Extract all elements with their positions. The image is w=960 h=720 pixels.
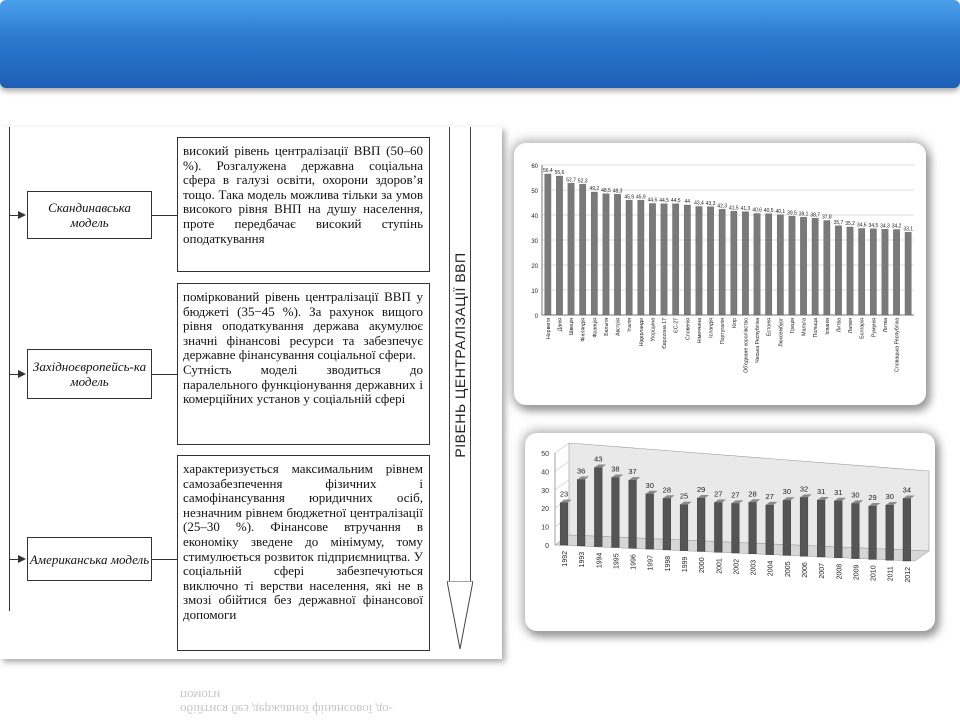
category-label: Фінляндія [580, 318, 587, 342]
category-label: Кіпр [731, 318, 738, 328]
bar [870, 229, 876, 315]
bar-value-label: 30 [885, 492, 894, 501]
bar [766, 505, 774, 555]
category-label: Португалія [720, 318, 727, 345]
y-tick-label: 30 [541, 487, 549, 495]
connector-line [152, 559, 177, 560]
y-tick-label: 30 [531, 239, 538, 245]
bar [882, 229, 888, 315]
category-label: Нідерланди [638, 318, 645, 347]
bar [638, 200, 644, 315]
y-tick-label: 60 [531, 164, 538, 170]
category-label: 2004 [767, 560, 775, 577]
model-box-scandinavian [27, 191, 152, 239]
model-box-western-european [27, 349, 152, 399]
y-tick-label: 50 [541, 451, 549, 458]
bar-value-label: 41,3 [740, 205, 751, 212]
bar [684, 205, 690, 315]
category-label: 2009 [853, 564, 861, 581]
category-label: Люксембург [778, 318, 785, 347]
y-tick-label: 20 [531, 264, 538, 270]
category-label: Латвія [848, 318, 855, 334]
bar-value-label: 43,3 [705, 200, 716, 207]
bar [719, 209, 725, 315]
y-tick-label: 0 [545, 543, 549, 550]
bar [591, 192, 597, 315]
description-text: характеризується максимальним рівнем самозабезпечення фізичних і самофінансування юридичних осіб, незначним рівнем бюджетної централізації (25–30 %). Фінансове втручання в економіку зведене до мінімуму, тому стимулюється розвиток підприємництва. У соціальній сфері забезпечуються виключно ті верстви населення, які не в змозі обійтися без державної фінансової допомоги [183, 461, 423, 622]
bar [869, 506, 877, 559]
bar [697, 498, 705, 551]
bar [672, 204, 678, 315]
category-label: 2005 [784, 561, 792, 577]
category-label: 2002 [733, 559, 741, 575]
category-label: Об'єднане королівство [743, 318, 750, 373]
y-tick-label: 20 [541, 506, 549, 514]
bar [560, 503, 568, 545]
y-tick-label: 40 [541, 469, 549, 477]
bar-value-label: 44,5 [670, 197, 681, 204]
bar-value-label: 29 [696, 485, 706, 495]
centralization-3d-bar-chart [525, 433, 935, 631]
figure-reflection [0, 660, 502, 720]
bar-value-label: 34,3 [880, 223, 890, 230]
bar [893, 230, 899, 316]
y-tick-label: 40 [531, 214, 538, 220]
bar-value-label: 35,7 [833, 219, 844, 226]
category-label: Словенія [685, 318, 692, 341]
bar-value-label: 37,8 [821, 214, 832, 221]
bar-value-label: 30 [782, 487, 792, 497]
bar [714, 503, 722, 553]
bar [765, 214, 771, 315]
bar [661, 204, 667, 315]
left-vertical-line [9, 127, 10, 611]
gridline [555, 443, 569, 453]
arrow-label: РІВЕНЬ ЦЕНТРАЛІЗАЦІЇ ВВП [452, 252, 468, 458]
category-label: Бельгія [603, 318, 610, 336]
bar-value-label: 32 [799, 484, 809, 494]
bar-value-label: 55,6 [554, 170, 565, 176]
bar-value-label: 43,4 [694, 200, 704, 207]
category-label: Литва [836, 318, 843, 333]
bar [603, 194, 609, 315]
bar [847, 227, 853, 315]
bar-value-label: 33,1 [903, 226, 914, 233]
bar-value-label: 44,6 [647, 197, 658, 204]
bar-value-label: 34 [902, 485, 912, 495]
centralization-trend-chart-panel [525, 433, 935, 631]
bar [629, 480, 637, 548]
bar-value-label: 27 [731, 490, 740, 500]
bar-value-label: 48,3 [612, 188, 623, 195]
bar [905, 232, 911, 315]
bar-value-label: 52,3 [577, 178, 588, 185]
gridline [555, 480, 569, 490]
bar-value-label: 42,3 [717, 203, 728, 210]
description-scandinavian [177, 137, 430, 272]
bar [663, 498, 671, 550]
bar [742, 212, 748, 315]
category-label: 1996 [630, 554, 638, 570]
category-label: 2006 [802, 562, 809, 578]
arrowhead [18, 555, 26, 563]
bar-value-label: 30 [851, 490, 860, 500]
bar-value-label: 29 [868, 493, 877, 503]
bar-value-label: 35,2 [845, 221, 855, 227]
category-label: Польща [813, 318, 820, 338]
bar [817, 500, 825, 557]
category-label: 2012 [904, 567, 912, 583]
bar [754, 214, 760, 316]
bar [749, 502, 757, 554]
bar [696, 207, 702, 316]
y-tick-label: 50 [531, 189, 538, 195]
y-tick-label: 10 [531, 289, 538, 295]
model-label: Західноєвропейсь-ка модель [32, 359, 147, 389]
bar-value-label: 36 [576, 466, 586, 476]
bar [789, 216, 795, 315]
bar [783, 500, 791, 555]
bar [824, 221, 830, 316]
category-label: 1993 [579, 551, 587, 568]
title-banner [0, 0, 960, 88]
bar-value-label: 31 [816, 486, 826, 496]
bar-value-label: 25 [679, 491, 689, 501]
category-label: Словацька Республіка [894, 318, 901, 373]
bar-value-label: 27 [765, 491, 774, 501]
bar-value-label: 38 [611, 464, 620, 474]
bar-value-label: 41,5 [728, 205, 739, 212]
category-label: Болгарія [859, 318, 866, 339]
bar-value-label: 23 [559, 489, 569, 499]
bar-value-label: 31 [834, 487, 843, 497]
category-label: Данія [557, 318, 564, 332]
category-label: Угорщина [650, 318, 657, 342]
arrowhead [18, 211, 26, 219]
category-label: 1992 [562, 551, 569, 567]
centralization-arrowhead [447, 581, 473, 651]
bar [777, 215, 783, 315]
bar-value-label: 52,7 [566, 177, 576, 184]
category-label: Німеччина [696, 318, 703, 344]
bar [556, 176, 562, 315]
category-label: Швеція [569, 318, 576, 336]
category-label: 2007 [819, 563, 827, 579]
description-text: високий рівень централізації ВВП (50–60 %). Розгалужена державна соціальна сфера в галузі освіти, охорони здоров’я тощо. Така модель можлива тільки за умов високого рівня ВНП на душу населення, проте передбачає високий ступінь оподаткування [183, 143, 423, 246]
category-label: Чеська Республіка [755, 318, 762, 363]
description-western-european [177, 283, 430, 445]
model-label: Американська модель [29, 551, 150, 567]
category-label: Ісландія [708, 318, 715, 338]
category-label: Греція [789, 318, 796, 334]
model-box-american [27, 537, 152, 581]
bar-value-label: 37 [628, 467, 637, 477]
bar-value-label: 28 [748, 489, 757, 499]
category-label: Євроzона 17 [662, 318, 669, 349]
category-label: Румунія [871, 318, 878, 338]
reflection-line: помоги [180, 688, 221, 703]
bar [732, 503, 740, 553]
category-label: ЄС-27 [673, 318, 680, 333]
tax-burden-bar-chart [514, 143, 926, 405]
category-label: 1999 [682, 556, 689, 573]
bar-value-label: 40,6 [752, 207, 762, 214]
category-label: 2008 [836, 563, 844, 580]
category-label: 2010 [870, 565, 878, 581]
category-label: Австрія [615, 318, 622, 336]
bar-value-label: 49,2 [589, 186, 600, 192]
bar-value-label: 40,1 [775, 208, 786, 215]
connector-line [152, 215, 177, 216]
gridline [555, 461, 569, 471]
bar [852, 503, 860, 558]
category-label: 2000 [699, 557, 707, 573]
bar [800, 497, 808, 556]
bar-value-label: 40,5 [763, 207, 774, 214]
category-label: 1997 [647, 555, 655, 571]
model-label: Скандинавська модель [48, 200, 131, 230]
bar [886, 505, 894, 560]
bar [812, 218, 818, 315]
bar-value-label: 56,4 [542, 168, 553, 174]
bar-value-label: 38,7 [810, 212, 821, 219]
bar-value-label: 34,6 [856, 222, 867, 229]
category-label: 2001 [716, 558, 724, 574]
category-label: Норвегія [545, 318, 552, 339]
bar [731, 211, 737, 315]
bar [835, 226, 841, 315]
category-label: Естонія [766, 318, 773, 337]
bar [680, 505, 688, 551]
bar-value-label: 39,5 [787, 210, 797, 217]
bar [626, 200, 632, 315]
bar-value-label: 27 [714, 489, 723, 499]
bar-value-label: 45,9 [635, 194, 646, 201]
bar [834, 501, 842, 558]
category-label: 1995 [613, 553, 621, 569]
bar [614, 194, 620, 315]
bar-value-label: 44,5 [659, 197, 669, 204]
tax-burden-chart-panel [514, 143, 926, 405]
description-text: поміркований рівень централізації ВВП у бюджеті (35−45 %). За рахунок вищого рівня оподаткування держава акумулює значні фінансові ресурси та забезпечує державне фінансування соціальної сфери. [183, 289, 423, 363]
bar-value-label: 44 [684, 199, 691, 205]
bar-value-label: 45,9 [624, 194, 635, 201]
bar-value-label: 39,1 [798, 211, 809, 218]
arrowhead [18, 370, 26, 378]
category-label: Мальта [801, 318, 808, 336]
category-label: Іспанія [824, 318, 831, 335]
bar-value-label: 30 [645, 480, 654, 490]
category-label: Франція [592, 318, 599, 338]
centralization-models-figure [0, 127, 502, 659]
bar [577, 480, 585, 546]
bar [800, 217, 806, 315]
bar [579, 184, 585, 315]
bar-value-label: 48,5 [601, 187, 611, 194]
y-tick-label: 10 [541, 524, 549, 532]
connector-line [152, 374, 177, 375]
bar [903, 498, 911, 561]
bar-value-label: 28 [662, 485, 672, 495]
description-american [177, 455, 430, 651]
bar-value-label: 43 [594, 454, 603, 464]
category-label: Італія [627, 318, 634, 332]
description-text: Сутність моделі зводиться до паралельного функціонування державних і комерційних установ у соціальній сфері [183, 361, 423, 407]
y-tick-label: 0 [534, 314, 538, 320]
category-label: 2011 [887, 566, 895, 582]
bar [858, 229, 864, 316]
bar-value-label: 34,5 [868, 222, 879, 229]
bar-value-label: 34,2 [891, 223, 902, 230]
bar [649, 204, 655, 316]
bar [612, 477, 620, 547]
category-label: Литва [882, 318, 889, 333]
category-label: 1998 [664, 555, 672, 572]
bar [646, 494, 654, 549]
category-label: 1994 [596, 552, 604, 569]
bar [594, 467, 602, 546]
bar [545, 174, 551, 315]
bar [568, 183, 574, 315]
bar [707, 207, 713, 315]
category-label: 2003 [750, 559, 758, 576]
reflection-line: обійтися без державної фінансової до- [180, 702, 394, 717]
